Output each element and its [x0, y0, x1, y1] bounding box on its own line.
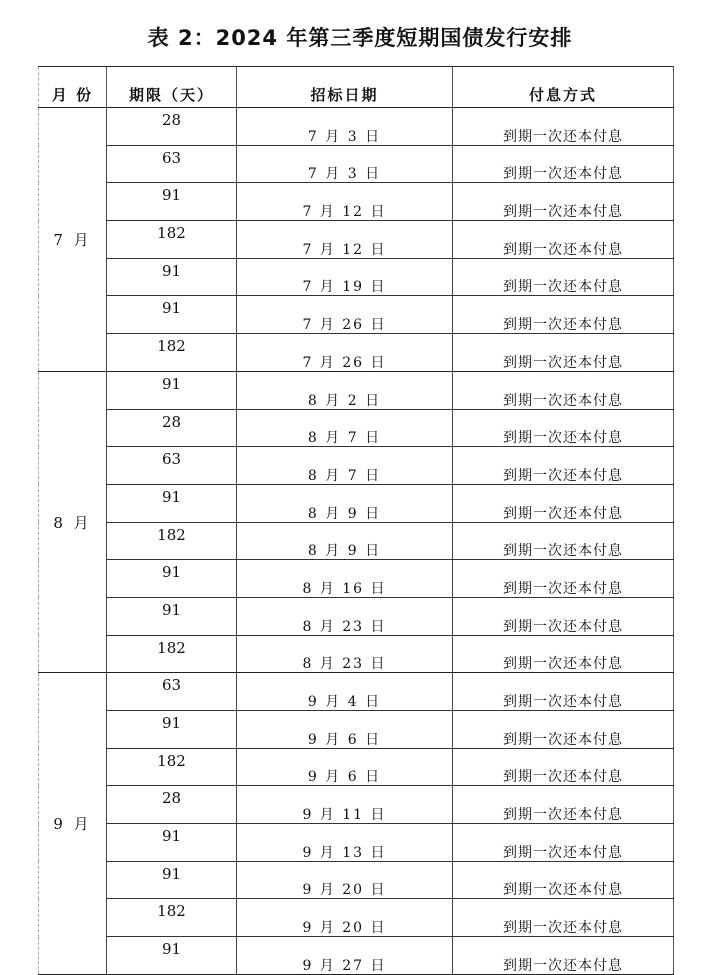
payment-text: 到期一次还本付息: [503, 128, 623, 145]
table-body: [39, 108, 674, 975]
payment-cell: [453, 183, 674, 221]
column-header-month: 月 份: [39, 67, 107, 108]
auction-date-text: 9 月 20 日: [302, 920, 387, 937]
payment-text: 到期一次还本付息: [503, 279, 623, 296]
term-cell: 182: [107, 899, 237, 937]
term-cell: 182: [107, 635, 237, 673]
table-row: [39, 484, 674, 522]
auction-date-cell: [237, 334, 453, 372]
payment-text: 到期一次还本付息: [503, 505, 623, 522]
auction-date-cell: [237, 221, 453, 259]
table-row: [39, 635, 674, 673]
auction-date-cell: [237, 183, 453, 221]
header-row: [39, 67, 674, 108]
payment-text: 到期一次还本付息: [503, 844, 623, 861]
payment-cell: [453, 899, 674, 937]
term-cell: 91: [107, 824, 237, 862]
payment-cell: [453, 447, 674, 485]
auction-date-text: 8 月 16 日: [302, 580, 387, 597]
payment-text: 到期一次还本付息: [503, 580, 623, 597]
auction-date-text: 9 月 6 日: [307, 769, 382, 786]
month-cell: 8 月: [39, 371, 107, 673]
table-row: [39, 711, 674, 749]
auction-date-cell: [237, 711, 453, 749]
table-row: [39, 334, 674, 372]
auction-date-cell: [237, 899, 453, 937]
month-cell: 9 月: [39, 673, 107, 975]
auction-date-cell: [237, 484, 453, 522]
term-cell: 63: [107, 447, 237, 485]
payment-cell: [453, 409, 674, 447]
table-row: [39, 183, 674, 221]
term-cell: 182: [107, 221, 237, 259]
payment-cell: [453, 560, 674, 598]
table-row: [39, 409, 674, 447]
auction-date-text: 8 月 9 日: [307, 505, 382, 522]
auction-date-text: 8 月 23 日: [302, 656, 387, 673]
auction-date-cell: [237, 786, 453, 824]
payment-text: 到期一次还本付息: [503, 957, 623, 974]
payment-cell: [453, 522, 674, 560]
payment-cell: [453, 221, 674, 259]
auction-date-cell: [237, 145, 453, 183]
table-row: [39, 371, 674, 409]
auction-date-text: 9 月 27 日: [302, 957, 387, 974]
table-row: [39, 447, 674, 485]
auction-date-cell: [237, 937, 453, 975]
table-row: [39, 748, 674, 786]
auction-date-text: 8 月 2 日: [307, 392, 382, 409]
table-row: [39, 145, 674, 183]
term-cell: 91: [107, 484, 237, 522]
payment-cell: [453, 296, 674, 334]
table-row: [39, 597, 674, 635]
auction-date-text: 7 月 12 日: [302, 241, 387, 258]
term-cell: 91: [107, 711, 237, 749]
term-cell: 28: [107, 786, 237, 824]
table-row: [39, 861, 674, 899]
payment-cell: [453, 371, 674, 409]
term-cell: 91: [107, 296, 237, 334]
term-cell: 182: [107, 522, 237, 560]
table-row: [39, 937, 674, 975]
payment-text: 到期一次还本付息: [503, 694, 623, 710]
auction-date-cell: [237, 748, 453, 786]
table-row: [39, 258, 674, 296]
auction-date-text: 7 月 3 日: [307, 166, 382, 183]
term-cell: 182: [107, 748, 237, 786]
term-cell: 91: [107, 183, 237, 221]
auction-date-text: 8 月 9 日: [307, 543, 382, 560]
payment-cell: [453, 937, 674, 975]
auction-date-text: 8 月 23 日: [302, 618, 387, 635]
payment-text: 到期一次还本付息: [503, 392, 623, 409]
auction-date-text: 9 月 11 日: [302, 807, 387, 824]
auction-date-cell: [237, 296, 453, 334]
payment-cell: [453, 145, 674, 183]
auction-date-cell: [237, 560, 453, 598]
payment-text: 到期一次还本付息: [503, 807, 623, 824]
auction-date-cell: [237, 409, 453, 447]
bond-schedule-table: [38, 66, 674, 975]
term-cell: 63: [107, 673, 237, 711]
payment-cell: [453, 711, 674, 749]
payment-cell: [453, 786, 674, 824]
auction-date-text: 7 月 12 日: [302, 204, 387, 221]
payment-text: 到期一次还本付息: [503, 166, 623, 183]
month-cell: 7 月: [39, 108, 107, 372]
term-cell: 91: [107, 861, 237, 899]
term-cell: 28: [107, 409, 237, 447]
table-title: 表 2：2024 年第三季度短期国债发行安排: [147, 26, 573, 50]
payment-text: 到期一次还本付息: [503, 317, 623, 334]
term-cell: 91: [107, 597, 237, 635]
payment-text: 到期一次还本付息: [503, 241, 623, 258]
payment-cell: [453, 635, 674, 673]
auction-date-cell: [237, 824, 453, 862]
payment-cell: [453, 484, 674, 522]
auction-date-cell: [237, 447, 453, 485]
auction-date-text: 8 月 7 日: [307, 430, 382, 447]
column-header-auction-date: 招标日期: [237, 67, 453, 108]
auction-date-cell: [237, 108, 453, 146]
term-cell: 91: [107, 560, 237, 598]
payment-text: 到期一次还本付息: [503, 467, 623, 484]
auction-date-text: 8 月 7 日: [307, 467, 382, 484]
auction-date-cell: [237, 258, 453, 296]
auction-date-cell: [237, 371, 453, 409]
payment-cell: [453, 334, 674, 372]
payment-cell: [453, 748, 674, 786]
payment-text: 到期一次还本付息: [503, 430, 623, 447]
payment-text: 到期一次还本付息: [503, 354, 623, 371]
auction-date-cell: [237, 861, 453, 899]
payment-text: 到期一次还本付息: [503, 656, 623, 673]
term-cell: 63: [107, 145, 237, 183]
term-cell: 182: [107, 334, 237, 372]
auction-date-text: 9 月 4 日: [307, 694, 382, 710]
table-row: [39, 296, 674, 334]
table-row: [39, 899, 674, 937]
auction-date-text: 7 月 19 日: [302, 279, 387, 296]
payment-text: 到期一次还本付息: [503, 882, 623, 899]
column-header-term: 期限（天）: [107, 67, 237, 108]
payment-text: 到期一次还本付息: [503, 618, 623, 635]
table-row: [39, 108, 674, 146]
payment-cell: [453, 597, 674, 635]
payment-cell: [453, 861, 674, 899]
auction-date-text: 9 月 20 日: [302, 882, 387, 899]
payment-text: 到期一次还本付息: [503, 920, 623, 937]
auction-date-cell: [237, 673, 453, 711]
payment-text: 到期一次还本付息: [503, 731, 623, 748]
table-row: [39, 786, 674, 824]
auction-date-text: 7 月 3 日: [307, 128, 382, 145]
auction-date-cell: [237, 597, 453, 635]
payment-text: 到期一次还本付息: [503, 204, 623, 221]
term-cell: 91: [107, 937, 237, 975]
table-row: [39, 824, 674, 862]
payment-cell: [453, 108, 674, 146]
auction-date-text: 9 月 6 日: [307, 731, 382, 748]
table-row: [39, 560, 674, 598]
payment-cell: [453, 673, 674, 711]
payment-text: 到期一次还本付息: [503, 543, 623, 560]
payment-text: 到期一次还本付息: [503, 769, 623, 786]
term-cell: 91: [107, 258, 237, 296]
table-row: [39, 221, 674, 259]
auction-date-text: 7 月 26 日: [302, 317, 387, 334]
term-cell: 28: [107, 108, 237, 146]
term-cell: 91: [107, 371, 237, 409]
payment-cell: [453, 258, 674, 296]
auction-date-cell: [237, 635, 453, 673]
auction-date-text: 7 月 26 日: [302, 354, 387, 371]
table-row: [39, 522, 674, 560]
table-row: [39, 673, 674, 711]
payment-cell: [453, 824, 674, 862]
auction-date-cell: [237, 522, 453, 560]
column-header-payment: 付息方式: [453, 67, 674, 108]
auction-date-text: 9 月 13 日: [302, 844, 387, 861]
